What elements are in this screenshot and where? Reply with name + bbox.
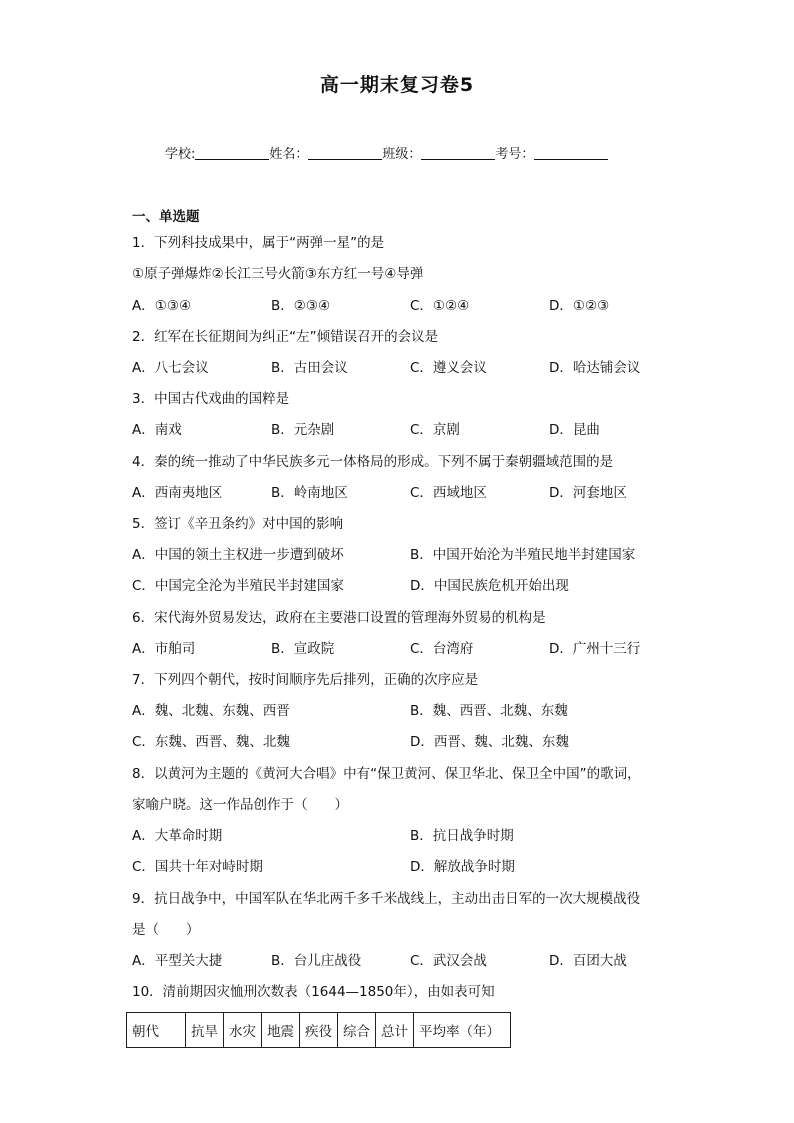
table-header-cell: 地震 [262, 1013, 300, 1048]
question-5-option-a[interactable]: A．中国的领土主权进一步遭到破坏 [132, 547, 344, 563]
question-8-option-a[interactable]: A．大革命时期 [132, 828, 223, 844]
question-6-option-d[interactable]: D．广州十三行 [549, 641, 641, 657]
question-9-option-b[interactable]: B．台儿庄战役 [271, 953, 362, 969]
table-header-cell: 平均率（年） [414, 1013, 511, 1048]
question-2-option-a[interactable]: A．八七会议 [132, 360, 209, 376]
question-1-option-b[interactable]: B．②③④ [271, 298, 331, 314]
question-9-stem: 9．抗日战争中，中国军队在华北两千多千米战线上，主动出击日军的一次大规模战役 [132, 891, 641, 907]
question-8-stem-continued: 家喻户晓。这一作品创作于（ ） [132, 797, 348, 813]
table-header-cell: 总计 [376, 1013, 414, 1048]
page-title: 高一期末复习卷5 [319, 74, 475, 96]
table-header-row [127, 1013, 511, 1048]
question-3-stem: 3．中国古代戏曲的国粹是 [132, 391, 290, 407]
question-3-option-b[interactable]: B．元杂剧 [271, 422, 335, 438]
question-2-option-c[interactable]: C．遵义会议 [410, 360, 487, 376]
question-4-stem: 4．秦的统一推动了中华民族多元一体格局的形成。下列不属于秦朝疆域范围的是 [132, 454, 614, 470]
name-label: 姓名： [269, 147, 309, 162]
table-header-cell: 疾役 [300, 1013, 338, 1048]
question-2-stem: 2．红军在长征期间为纠正“左”倾错误召开的会议是 [132, 329, 439, 345]
class-blank[interactable] [421, 145, 495, 160]
question-4-option-c[interactable]: C．西域地区 [410, 485, 487, 501]
question-10-table [126, 1012, 511, 1048]
question-3-option-c[interactable]: C．京剧 [410, 422, 460, 438]
question-2-option-d[interactable]: D．哈达铺会议 [549, 360, 641, 376]
question-6-option-c[interactable]: C．台湾府 [410, 641, 474, 657]
question-3-option-a[interactable]: A．南戏 [132, 422, 182, 438]
question-5-option-b[interactable]: B．中国开始沦为半殖民地半封建国家 [410, 547, 636, 563]
table-header-cell: 朝代 [127, 1013, 186, 1048]
question-5-option-d[interactable]: D．中国民族危机开始出现 [410, 578, 569, 594]
class-label: 班级： [382, 147, 422, 162]
question-10-stem: 10．清前期因灾恤刑次数表（1644—1850年），由如表可知 [132, 984, 495, 1000]
table-header-cell: 综合 [338, 1013, 376, 1048]
question-1-option-a[interactable]: A．①③④ [132, 298, 192, 314]
exam-no-blank[interactable] [534, 145, 608, 160]
question-6-option-a[interactable]: A．市舶司 [132, 641, 196, 657]
question-4-option-a[interactable]: A．西南夷地区 [132, 485, 223, 501]
school-blank[interactable] [195, 145, 269, 160]
question-7-stem: 7．下列四个朝代，按时间顺序先后排列，正确的次序应是 [132, 672, 479, 688]
exam-no-label: 考号： [495, 147, 535, 162]
table-header-cell: 抗旱 [186, 1013, 224, 1048]
school-label: 学校: [165, 147, 196, 162]
question-7-option-b[interactable]: B．魏、西晋、北魏、东魏 [410, 703, 568, 719]
question-5-option-c[interactable]: C．中国完全沦为半殖民半封建国家 [132, 578, 344, 594]
question-9-option-a[interactable]: A．平型关大捷 [132, 953, 223, 969]
question-7-option-c[interactable]: C．东魏、西晋、魏、北魏 [132, 734, 290, 750]
question-1-stem: 1．下列科技成果中，属于“两弹一星”的是 [132, 235, 385, 251]
question-9-option-d[interactable]: D．百团大战 [549, 953, 627, 969]
question-9-option-c[interactable]: C．武汉会战 [410, 953, 487, 969]
name-blank[interactable] [308, 145, 382, 160]
section-heading: 一、单选题 [132, 209, 200, 225]
question-7-option-d[interactable]: D．西晋、魏、北魏、东魏 [410, 734, 569, 750]
question-8-option-b[interactable]: B．抗日战争时期 [410, 828, 514, 844]
question-1-option-c[interactable]: C．①②④ [410, 298, 470, 314]
question-6-stem: 6．宋代海外贸易发达，政府在主要港口设置的管理海外贸易的机构是 [132, 610, 546, 626]
question-4-option-d[interactable]: D．河套地区 [549, 485, 627, 501]
table-header-cell: 水灾 [224, 1013, 262, 1048]
question-1-option-d[interactable]: D．①②③ [549, 298, 610, 314]
question-4-option-b[interactable]: B．岭南地区 [271, 485, 348, 501]
question-8-stem: 8．以黄河为主题的《黄河大合唱》中有“保卫黄河、保卫华北、保卫全中国”的歌词， [132, 766, 641, 782]
question-6-option-b[interactable]: B．宣政院 [271, 641, 335, 657]
question-8-option-d[interactable]: D．解放战争时期 [410, 859, 515, 875]
question-2-option-b[interactable]: B．古田会议 [271, 360, 348, 376]
question-5-stem: 5．签订《辛丑条约》对中国的影响 [132, 516, 344, 532]
question-3-option-d[interactable]: D．昆曲 [549, 422, 600, 438]
question-1-items: ①原子弹爆炸②长江三号火箭③东方红一号④导弹 [132, 266, 424, 282]
question-7-option-a[interactable]: A．魏、北魏、东魏、西晋 [132, 703, 290, 719]
student-info-line [165, 143, 608, 162]
question-8-option-c[interactable]: C．国共十年对峙时期 [132, 859, 263, 875]
question-9-stem-continued: 是（ ） [132, 922, 200, 938]
